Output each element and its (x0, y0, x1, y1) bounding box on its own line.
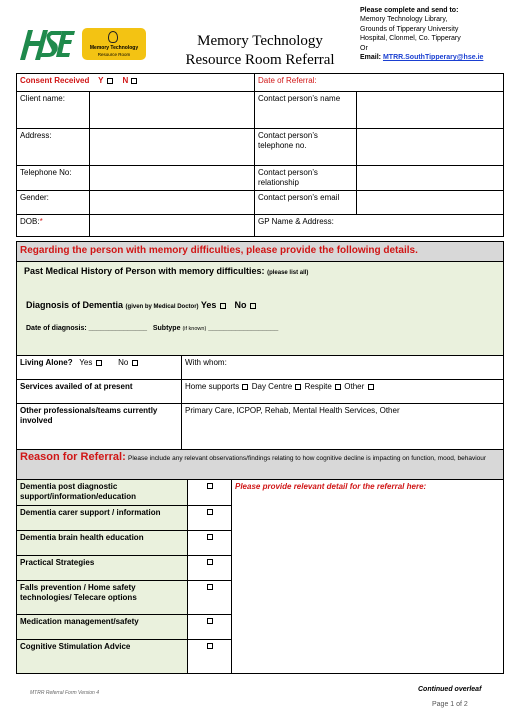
gender-field[interactable] (90, 191, 255, 215)
lightbulb-icon (108, 31, 118, 43)
telephone-field[interactable] (90, 166, 255, 191)
reason-item-checkbox[interactable] (188, 615, 232, 640)
contact-name-label: Contact person’s name (255, 92, 357, 129)
version-label: MTRR Referral Form Version 4 (30, 690, 99, 696)
client-name-label: Client name: (17, 92, 90, 129)
with-whom-field[interactable]: With whom: (182, 356, 504, 380)
hse-logo (18, 24, 76, 62)
address-field[interactable] (90, 129, 255, 166)
contact-rel-field[interactable] (357, 166, 504, 191)
client-name-field[interactable] (90, 92, 255, 129)
address-label: Address: (17, 129, 90, 166)
diagnosis-no-checkbox[interactable] (250, 303, 256, 309)
reason-item-checkbox[interactable] (188, 640, 232, 674)
email-link[interactable]: MTRR.SouthTipperary@hse.ie (382, 54, 484, 62)
other-professionals-field[interactable]: Primary Care, ICPOP, Rehab, Mental Health Services, Other (182, 404, 504, 450)
reason-item: Dementia carer support / information (17, 506, 188, 531)
dob-field[interactable] (90, 215, 255, 237)
day-centre-checkbox[interactable] (295, 384, 301, 390)
respite-checkbox[interactable] (335, 384, 341, 390)
contact-email-field[interactable] (357, 191, 504, 215)
services-label: Services availed of at present (17, 380, 182, 404)
reason-item-checkbox[interactable] (188, 556, 232, 581)
other-professionals-label: Other professionals/teams currently involved (17, 404, 182, 450)
gender-label: Gender: (17, 191, 90, 215)
medical-history-cell[interactable] (17, 262, 504, 356)
referral-detail-field[interactable]: Please provide relevant detail for the referral here: (232, 480, 504, 674)
living-alone-cell[interactable]: Living Alone? Yes No (17, 356, 182, 380)
reason-item: Falls prevention / Home safety technologies/ Telecare options (17, 581, 188, 615)
page-number: Page 1 of 2 (432, 701, 468, 708)
consent-no-checkbox[interactable] (131, 78, 137, 84)
dob-label: DOB:* (17, 215, 90, 237)
reason-item-checkbox[interactable] (188, 506, 232, 531)
reason-item-checkbox[interactable] (188, 581, 232, 615)
diagnosis-date-row[interactable]: Date of diagnosis: _______________ Subtype (if known) __________________ (26, 325, 279, 332)
regarding-heading: Regarding the person with memory difficulties, please provide the following details. (17, 242, 504, 262)
reason-item: Dementia brain health education (17, 531, 188, 556)
reason-item: Dementia post diagnostic support/information/education (17, 480, 188, 506)
other-service-checkbox[interactable] (368, 384, 374, 390)
living-alone-yes-checkbox[interactable] (96, 360, 102, 366)
diagnosis-label: Diagnosis of Dementia (given by Medical Doctor) Yes No (26, 300, 500, 312)
consent-cell[interactable]: Consent Received Y N (17, 74, 255, 92)
form-title: Memory Technology Resource Room Referral (185, 33, 335, 68)
reason-heading: Reason for Referral: Please include any relevant observations/findings relating to how cognitive decline is impacting on function, mood, behaviour (17, 450, 504, 480)
diagnosis-yes-checkbox[interactable] (220, 303, 226, 309)
services-options[interactable]: Home supports Day Centre Respite Other (182, 380, 504, 404)
medical-details-table (16, 241, 504, 450)
contact-tel-label: Contact person’s telephone no. (255, 129, 357, 166)
living-alone-no-checkbox[interactable] (132, 360, 138, 366)
contact-name-field[interactable] (357, 92, 504, 129)
reason-item: Cognitive Stimulation Advice (17, 640, 188, 674)
reason-item-checkbox[interactable] (188, 531, 232, 556)
consent-yes-checkbox[interactable] (107, 78, 113, 84)
reason-item-checkbox[interactable] (188, 480, 232, 506)
home-supports-checkbox[interactable] (242, 384, 248, 390)
contact-tel-field[interactable] (357, 129, 504, 166)
reason-item: Practical Strategies (17, 556, 188, 581)
client-details-table (16, 73, 504, 237)
date-of-referral-field[interactable]: Date of Referral: (255, 74, 504, 92)
memory-technology-logo: Memory Technology Resource Room (82, 28, 146, 60)
reason-table (16, 449, 504, 674)
contact-email-label: Contact person’s email (255, 191, 357, 215)
continued-label: Continued overleaf (418, 686, 482, 693)
send-to-block: Please complete and send to: Memory Technology Library, Grounds of Tipperary University Hospital, Clonmel, Co. Tipperary Or Email: MTRR.SouthTipperary@hse.ie (360, 7, 484, 62)
reason-item: Medication management/safety (17, 615, 188, 640)
pmh-label: Past Medical History of Person with memory difficulties: (please list all) (24, 266, 309, 276)
telephone-label: Telephone No: (17, 166, 90, 191)
contact-rel-label: Contact person’s relationship (255, 166, 357, 191)
gp-field[interactable]: GP Name & Address: (255, 215, 504, 237)
